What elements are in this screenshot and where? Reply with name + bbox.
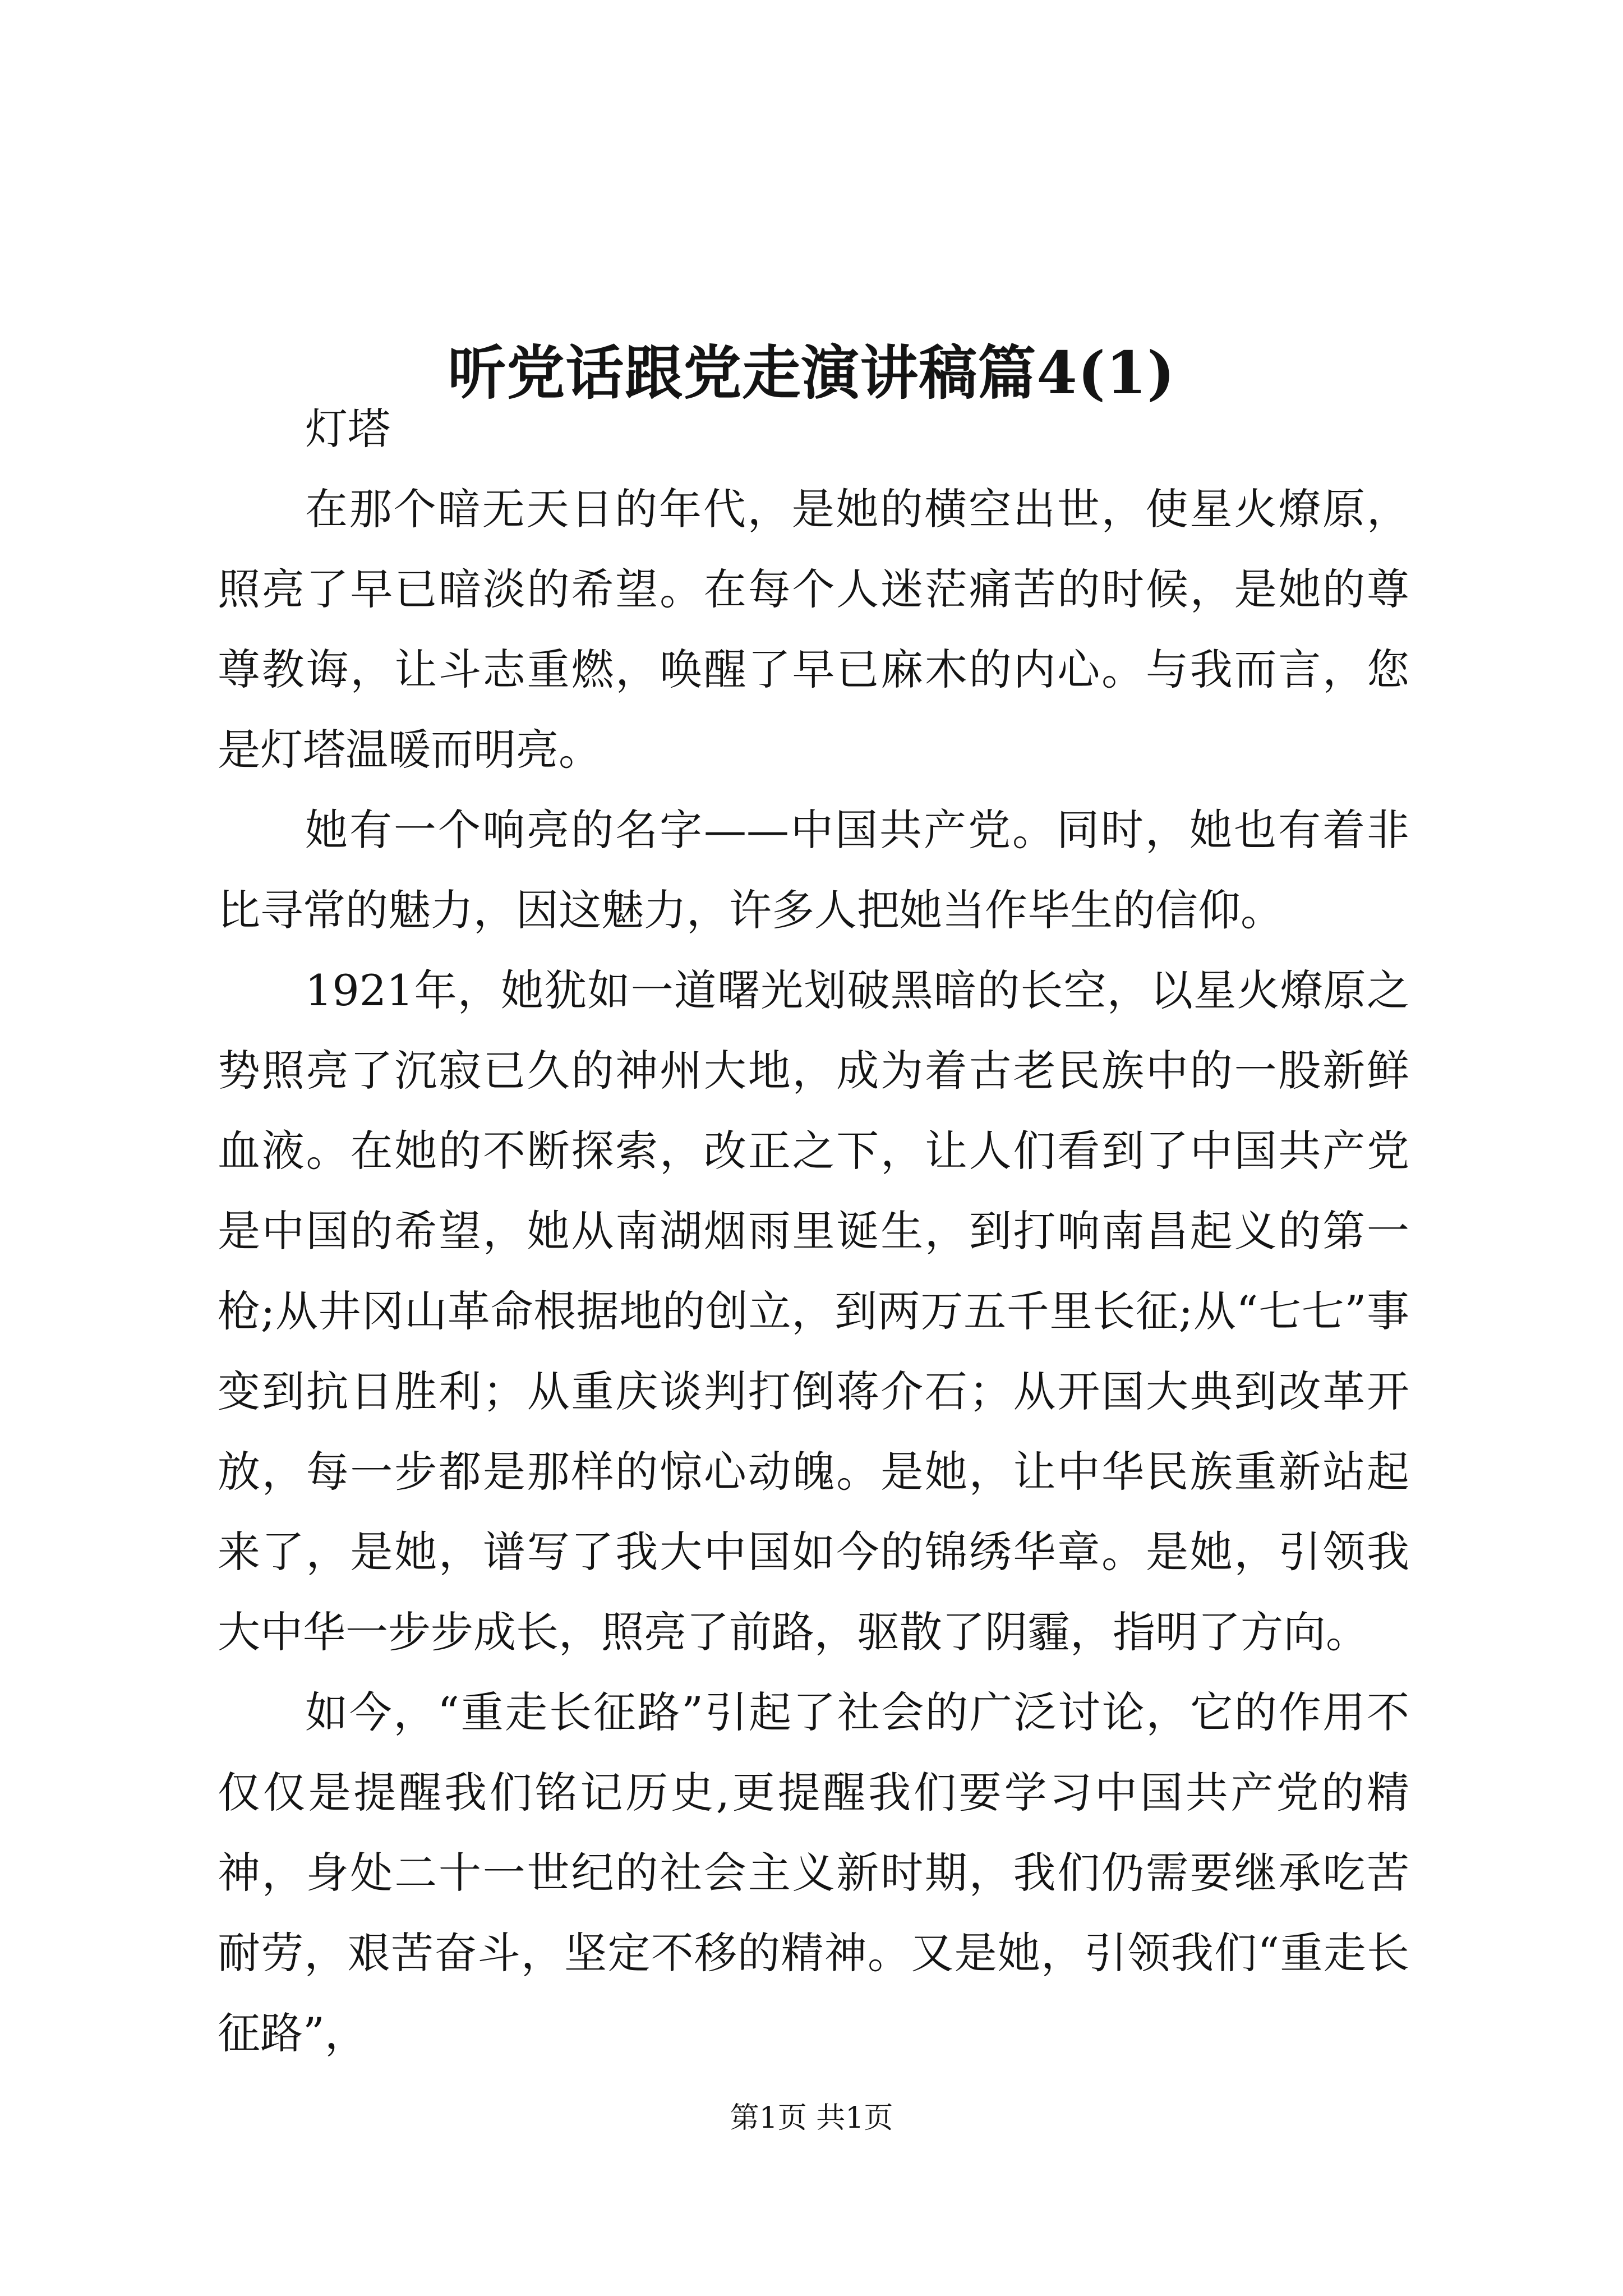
paragraph: 如今，“重走长征路”引起了社会的广泛讨论，它的作用不仅仅是提醒我们铭记历史,更提醒我们要学习中国共产党的精神，身处二十一世纪的社会主义新时期，我们仍需要继承吃苦耐劳，艰苦奋斗，坚定不移的精神。又是她，引领我们“重走长征路”， <box>218 1687 1409 2058</box>
paragraph: 她有一个响亮的名字——中国共产党。同时，她也有着非比寻常的魅力，因这魅力，许多人把她当作毕生的信仰。 <box>218 805 1409 935</box>
paragraph: 在那个暗无天日的年代，是她的横空出世，使星火燎原，照亮了早已暗淡的希望。在每个人迷茫痛苦的时候，是她的尊尊教诲，让斗志重燃，唤醒了早已麻木的内心。与我而言，您是灯塔温暖而明亮。 <box>218 484 1409 775</box>
page-footer: 第1页 共1页 <box>730 2101 893 2135</box>
document-body <box>218 389 1409 2073</box>
paragraph: 1921年，她犹如一道曙光划破黑暗的长空，以星火燎原之势照亮了沉寂已久的神州大地，成为着古老民族中的一股新鲜血液。在她的不断探索，改正之下，让人们看到了中国共产党是中国的希望，她从南湖烟雨里诞生，到打响南昌起义的第一枪;从井冈山革命根据地的创立，到两万五千里长征;从“七七”事变到抗日胜利；从重庆谈判打倒蒋介石；从开国大典到改革开放，每一步都是那样的惊心动魄。是她，让中华民族重新站起来了，是她，谱写了我大中国如今的锦绣华章。是她，引领我大中华一步步成长，照亮了前路，驱散了阴霾，指明了方向。 <box>218 965 1409 1657</box>
document-title: 听党话跟党走演讲稿篇4(1) <box>448 338 1175 407</box>
paragraph-heading: 灯塔 <box>305 404 390 454</box>
